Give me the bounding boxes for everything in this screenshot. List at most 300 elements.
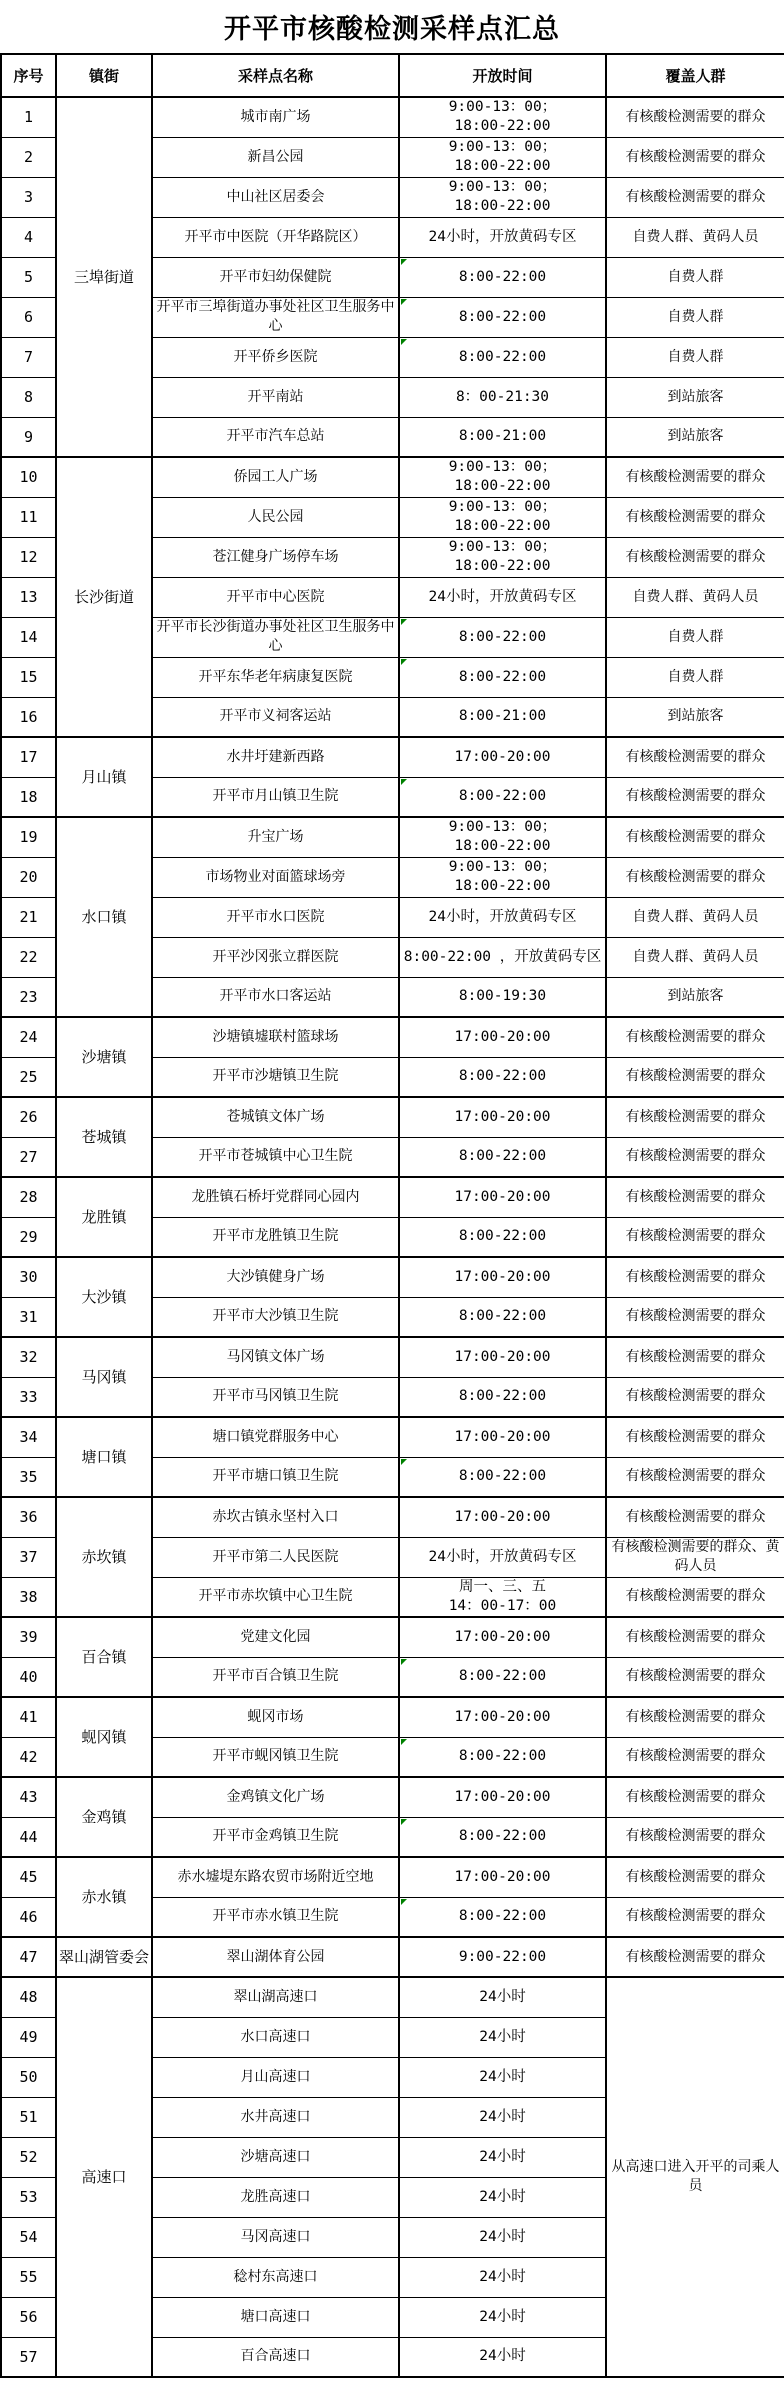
row-number-cell: 41 — [1, 1697, 56, 1737]
row-number-cell: 46 — [1, 1897, 56, 1937]
table-row — [1, 1017, 784, 1057]
row-number-cell: 29 — [1, 1217, 56, 1257]
table-row — [1, 457, 784, 497]
time-line: 17:00-20:00 — [454, 1868, 551, 1885]
row-number-cell: 40 — [1, 1657, 56, 1697]
town-cell: 月山镇 — [56, 737, 152, 817]
row-number-cell: 1 — [1, 97, 56, 137]
coverage-cell: 有核酸检测需要的群众 — [606, 1657, 784, 1697]
green-corner-triangle-icon — [401, 659, 407, 665]
column-header-site-name: 采样点名称 — [152, 54, 399, 97]
coverage-cell: 自费人群 — [606, 337, 784, 377]
row-number-cell: 26 — [1, 1097, 56, 1137]
open-time-cell — [399, 2017, 606, 2057]
time-line: 9:00-13：00； — [448, 859, 557, 875]
town-cell: 大沙镇 — [56, 1257, 152, 1337]
table-row — [1, 1857, 784, 1897]
open-time-cell — [399, 897, 606, 937]
time-line: 17:00-20:00 — [454, 1788, 551, 1805]
title-bar — [0, 0, 784, 53]
site-name-cell: 水口高速口 — [152, 2017, 399, 2057]
site-name-cell: 开平市金鸡镇卫生院 — [152, 1817, 399, 1857]
site-name-cell: 翠山湖体育公园 — [152, 1937, 399, 1977]
row-number-cell: 24 — [1, 1017, 56, 1057]
green-corner-triangle-icon — [401, 619, 407, 625]
open-time-cell — [399, 937, 606, 977]
row-number-cell: 21 — [1, 897, 56, 937]
time-line: 17:00-20:00 — [454, 1028, 551, 1045]
row-number-cell: 28 — [1, 1177, 56, 1217]
row-number-cell: 10 — [1, 457, 56, 497]
time-line: 9:00-13：00； — [448, 139, 557, 155]
coverage-cell: 有核酸检测需要的群众 — [606, 1417, 784, 1457]
time-line: 18:00-22:00 — [454, 878, 551, 894]
time-line: 24小时，开放黄码专区 — [428, 228, 577, 245]
town-cell: 三埠街道 — [56, 97, 152, 457]
time-line: 9:00-13：00； — [448, 99, 557, 116]
open-time-cell — [399, 1017, 606, 1057]
row-number-cell: 50 — [1, 2057, 56, 2097]
coverage-cell: 有核酸检测需要的群众 — [606, 1857, 784, 1897]
open-time-cell — [399, 817, 606, 857]
row-number-cell: 22 — [1, 937, 56, 977]
coverage-cell: 有核酸检测需要的群众 — [606, 457, 784, 497]
open-time-cell — [399, 977, 606, 1017]
site-name-cell: 开平市赤水镇卫生院 — [152, 1897, 399, 1937]
site-name-cell: 开平市龙胜镇卫生院 — [152, 1217, 399, 1257]
site-name-cell: 开平市第二人民医院 — [152, 1537, 399, 1577]
site-name-cell: 开平市三埠街道办事处社区卫生服务中心 — [152, 297, 399, 337]
open-time-cell — [399, 497, 606, 537]
town-cell: 金鸡镇 — [56, 1777, 152, 1857]
row-number-cell: 32 — [1, 1337, 56, 1377]
site-name-cell: 城市南广场 — [152, 97, 399, 137]
time-line: 18:00-22:00 — [454, 558, 551, 574]
coverage-cell: 有核酸检测需要的群众、黄码人员 — [606, 1537, 784, 1577]
coverage-cell: 有核酸检测需要的群众 — [606, 1137, 784, 1177]
coverage-cell: 有核酸检测需要的群众 — [606, 1817, 784, 1857]
open-time-cell — [399, 1577, 606, 1617]
coverage-cell: 有核酸检测需要的群众 — [606, 1577, 784, 1617]
time-line: 9:00-13：00； — [448, 459, 557, 476]
town-cell: 塘口镇 — [56, 1417, 152, 1497]
open-time-cell — [399, 1457, 606, 1497]
site-name-cell: 开平市百合镇卫生院 — [152, 1657, 399, 1697]
site-name-cell: 开平市义祠客运站 — [152, 697, 399, 737]
coverage-cell: 有核酸检测需要的群众 — [606, 497, 784, 537]
green-corner-triangle-icon — [401, 299, 407, 305]
time-line: 17:00-20:00 — [454, 1628, 551, 1645]
site-name-cell: 龙胜镇石桥圩党群同心园内 — [152, 1177, 399, 1217]
coverage-cell: 有核酸检测需要的群众 — [606, 1057, 784, 1097]
open-time-cell — [399, 457, 606, 497]
row-number-cell: 53 — [1, 2177, 56, 2217]
open-time-cell — [399, 1737, 606, 1777]
row-number-cell: 33 — [1, 1377, 56, 1417]
row-number-cell: 48 — [1, 1977, 56, 2017]
green-corner-triangle-icon — [401, 1739, 407, 1745]
time-line: 8:00-22:00 — [458, 1228, 547, 1245]
table-row — [1, 1337, 784, 1377]
row-number-cell: 27 — [1, 1137, 56, 1177]
coverage-cell: 有核酸检测需要的群众 — [606, 857, 784, 897]
table-row — [1, 817, 784, 857]
time-line: 17:00-20:00 — [454, 1428, 551, 1445]
time-line: 17:00-20:00 — [454, 1348, 551, 1365]
town-cell: 水口镇 — [56, 817, 152, 1017]
site-name-cell: 开平市水口医院 — [152, 897, 399, 937]
time-line: 8:00-19:30 — [458, 988, 547, 1005]
coverage-cell: 有核酸检测需要的群众 — [606, 97, 784, 137]
town-cell: 蚬冈镇 — [56, 1697, 152, 1777]
site-name-cell: 百合高速口 — [152, 2337, 399, 2377]
time-line: 18:00-22:00 — [454, 518, 551, 534]
time-line: 9:00-13：00； — [448, 499, 557, 515]
time-line: 8:00-22:00 — [458, 628, 547, 645]
time-line: 8:00-22:00 — [458, 1388, 547, 1405]
site-name-cell: 开平市大沙镇卫生院 — [152, 1297, 399, 1337]
site-name-cell: 开平侨乡医院 — [152, 337, 399, 377]
site-name-cell: 马冈镇文体广场 — [152, 1337, 399, 1377]
site-name-cell: 开平市沙塘镇卫生院 — [152, 1057, 399, 1097]
time-line: 8:00-22:00 — [458, 1908, 547, 1925]
site-name-cell: 赤坎古镇永坚村入口 — [152, 1497, 399, 1537]
coverage-cell: 到站旅客 — [606, 977, 784, 1017]
time-line: 17:00-20:00 — [454, 1188, 551, 1205]
town-cell: 高速口 — [56, 1977, 152, 2377]
open-time-cell — [399, 2137, 606, 2177]
time-line: 17:00-20:00 — [454, 1708, 551, 1725]
open-time-cell — [399, 2057, 606, 2097]
open-time-cell — [399, 1177, 606, 1217]
column-header-town: 镇街 — [56, 54, 152, 97]
site-name-cell: 水井高速口 — [152, 2097, 399, 2137]
green-corner-triangle-icon — [401, 1459, 407, 1465]
open-time-cell — [399, 1897, 606, 1937]
time-line: 17:00-20:00 — [454, 1508, 551, 1525]
site-name-cell: 开平市妇幼保健院 — [152, 257, 399, 297]
green-corner-triangle-icon — [401, 259, 407, 265]
coverage-cell: 有核酸检测需要的群众 — [606, 1337, 784, 1377]
open-time-cell — [399, 1137, 606, 1177]
time-line: 9:00-13：00； — [448, 179, 557, 195]
table-row — [1, 97, 784, 137]
time-line: 24小时 — [479, 2348, 526, 2365]
row-number-cell: 38 — [1, 1577, 56, 1617]
open-time-cell — [399, 777, 606, 817]
row-number-cell: 6 — [1, 297, 56, 337]
coverage-cell: 有核酸检测需要的群众 — [606, 1497, 784, 1537]
row-number-cell: 43 — [1, 1777, 56, 1817]
row-number-cell: 39 — [1, 1617, 56, 1657]
row-number-cell: 5 — [1, 257, 56, 297]
site-name-cell: 开平市苍城镇中心卫生院 — [152, 1137, 399, 1177]
site-name-cell: 蚬冈市场 — [152, 1697, 399, 1737]
row-number-cell: 15 — [1, 657, 56, 697]
row-number-cell: 25 — [1, 1057, 56, 1097]
site-name-cell: 沙塘高速口 — [152, 2137, 399, 2177]
row-number-cell: 11 — [1, 497, 56, 537]
open-time-cell — [399, 577, 606, 617]
header-row — [1, 54, 784, 97]
site-name-cell: 水井圩建新西路 — [152, 737, 399, 777]
coverage-cell: 自费人群 — [606, 617, 784, 657]
open-time-cell — [399, 217, 606, 257]
row-number-cell: 17 — [1, 737, 56, 777]
coverage-cell: 有核酸检测需要的群众 — [606, 1697, 784, 1737]
sampling-points-table — [0, 53, 784, 2378]
site-name-cell: 开平市蚬冈镇卫生院 — [152, 1737, 399, 1777]
town-cell: 赤水镇 — [56, 1857, 152, 1937]
site-name-cell: 开平市水口客运站 — [152, 977, 399, 1017]
site-name-cell: 人民公园 — [152, 497, 399, 537]
site-name-cell: 开平市赤坎镇中心卫生院 — [152, 1577, 399, 1617]
row-number-cell: 3 — [1, 177, 56, 217]
time-line: 8:00-22:00 — [458, 1068, 547, 1085]
row-number-cell: 56 — [1, 2297, 56, 2337]
open-time-cell — [399, 1537, 606, 1577]
open-time-cell — [399, 377, 606, 417]
open-time-cell — [399, 1057, 606, 1097]
coverage-cell: 到站旅客 — [606, 697, 784, 737]
row-number-cell: 45 — [1, 1857, 56, 1897]
time-line: 18:00-22:00 — [454, 838, 551, 855]
open-time-cell — [399, 97, 606, 137]
open-time-cell — [399, 697, 606, 737]
row-number-cell: 37 — [1, 1537, 56, 1577]
time-line: 24小时 — [479, 2308, 526, 2325]
coverage-cell: 有核酸检测需要的群众 — [606, 1017, 784, 1057]
coverage-cell: 有核酸检测需要的群众 — [606, 1897, 784, 1937]
coverage-cell: 自费人群 — [606, 657, 784, 697]
coverage-cell: 有核酸检测需要的群众 — [606, 777, 784, 817]
site-name-cell: 月山高速口 — [152, 2057, 399, 2097]
table-row — [1, 1977, 784, 2017]
open-time-cell — [399, 2337, 606, 2377]
green-corner-triangle-icon — [401, 1899, 407, 1905]
time-line: 24小时 — [479, 2108, 526, 2125]
open-time-cell — [399, 1977, 606, 2017]
row-number-cell: 7 — [1, 337, 56, 377]
open-time-cell — [399, 657, 606, 697]
town-cell: 龙胜镇 — [56, 1177, 152, 1257]
site-name-cell: 金鸡镇文化广场 — [152, 1777, 399, 1817]
table-row — [1, 737, 784, 777]
town-cell: 苍城镇 — [56, 1097, 152, 1177]
row-number-cell: 4 — [1, 217, 56, 257]
time-line: 8:00-22:00 — [458, 1668, 547, 1685]
time-line: 24小时 — [479, 2068, 526, 2085]
row-number-cell: 30 — [1, 1257, 56, 1297]
open-time-cell — [399, 537, 606, 577]
coverage-cell: 有核酸检测需要的群众 — [606, 1937, 784, 1977]
row-number-cell: 9 — [1, 417, 56, 457]
table-row — [1, 1937, 784, 1977]
open-time-cell — [399, 737, 606, 777]
time-line: 17:00-20:00 — [454, 1268, 551, 1285]
site-name-cell: 升宝广场 — [152, 817, 399, 857]
column-header-no: 序号 — [1, 54, 56, 97]
table-row — [1, 1697, 784, 1737]
town-cell: 百合镇 — [56, 1617, 152, 1697]
row-number-cell: 36 — [1, 1497, 56, 1537]
time-line: 周一、三、五 — [459, 1578, 546, 1595]
time-line: 24小时 — [479, 2268, 526, 2285]
open-time-cell — [399, 1337, 606, 1377]
time-line: 14：00-17：00 — [448, 1597, 557, 1614]
row-number-cell: 54 — [1, 2217, 56, 2257]
site-name-cell: 开平东华老年病康复医院 — [152, 657, 399, 697]
green-corner-triangle-icon — [401, 779, 407, 785]
column-header-open-time: 开放时间 — [399, 54, 606, 97]
site-name-cell: 苍江健身广场停车场 — [152, 537, 399, 577]
coverage-cell: 有核酸检测需要的群众 — [606, 1297, 784, 1337]
time-line: 24小时，开放黄码专区 — [428, 588, 577, 605]
time-line: 18:00-22:00 — [454, 198, 551, 214]
table-body — [1, 97, 784, 2377]
site-name-cell: 苍城镇文体广场 — [152, 1097, 399, 1137]
row-number-cell: 47 — [1, 1937, 56, 1977]
row-number-cell: 57 — [1, 2337, 56, 2377]
coverage-cell: 有核酸检测需要的群众 — [606, 177, 784, 217]
time-line: 8:00-22:00 ，开放黄码专区 — [403, 948, 602, 965]
open-time-cell — [399, 2177, 606, 2217]
open-time-cell — [399, 617, 606, 657]
time-line: 24小时 — [479, 1988, 526, 2005]
time-line: 8:00-21:00 — [458, 708, 547, 725]
site-name-cell: 塘口镇党群服务中心 — [152, 1417, 399, 1457]
time-line: 9:00-13：00； — [448, 539, 557, 555]
row-number-cell: 2 — [1, 137, 56, 177]
coverage-cell: 有核酸检测需要的群众 — [606, 1177, 784, 1217]
open-time-cell — [399, 1217, 606, 1257]
coverage-cell: 到站旅客 — [606, 417, 784, 457]
time-line: 8:00-22:00 — [458, 268, 547, 285]
time-line: 8:00-22:00 — [458, 1148, 547, 1165]
open-time-cell — [399, 1377, 606, 1417]
time-line: 8:00-22:00 — [458, 348, 547, 365]
green-corner-triangle-icon — [401, 1819, 407, 1825]
time-line: 18:00-22:00 — [454, 478, 551, 495]
coverage-cell: 有核酸检测需要的群众 — [606, 1457, 784, 1497]
site-name-cell: 赤水墟堤东路农贸市场附近空地 — [152, 1857, 399, 1897]
row-number-cell: 20 — [1, 857, 56, 897]
open-time-cell — [399, 1497, 606, 1537]
open-time-cell — [399, 2297, 606, 2337]
time-line: 24小时 — [479, 2148, 526, 2165]
site-name-cell: 翠山湖高速口 — [152, 1977, 399, 2017]
coverage-cell: 有核酸检测需要的群众 — [606, 1217, 784, 1257]
open-time-cell — [399, 1257, 606, 1297]
open-time-cell — [399, 137, 606, 177]
open-time-cell — [399, 1857, 606, 1897]
time-line: 17:00-20:00 — [454, 748, 551, 765]
site-name-cell: 龙胜高速口 — [152, 2177, 399, 2217]
table-row — [1, 1177, 784, 1217]
town-cell: 赤坎镇 — [56, 1497, 152, 1617]
site-name-cell: 开平市马冈镇卫生院 — [152, 1377, 399, 1417]
open-time-cell — [399, 2217, 606, 2257]
coverage-cell: 从高速口进入开平的司乘人员 — [606, 1977, 784, 2377]
time-line: 8：00-21:30 — [455, 388, 550, 405]
open-time-cell — [399, 1817, 606, 1857]
open-time-cell — [399, 857, 606, 897]
table-row — [1, 1257, 784, 1297]
green-corner-triangle-icon — [401, 1659, 407, 1665]
row-number-cell: 13 — [1, 577, 56, 617]
page-title: 开平市核酸检测采样点汇总 — [224, 14, 560, 45]
town-cell: 马冈镇 — [56, 1337, 152, 1417]
coverage-cell: 有核酸检测需要的群众 — [606, 537, 784, 577]
site-name-cell: 开平市中医院（开华路院区） — [152, 217, 399, 257]
time-line: 8:00-21:00 — [458, 428, 547, 445]
row-number-cell: 49 — [1, 2017, 56, 2057]
coverage-cell: 有核酸检测需要的群众 — [606, 817, 784, 857]
row-number-cell: 23 — [1, 977, 56, 1017]
row-number-cell: 31 — [1, 1297, 56, 1337]
row-number-cell: 34 — [1, 1417, 56, 1457]
site-name-cell: 大沙镇健身广场 — [152, 1257, 399, 1297]
site-name-cell: 开平南站 — [152, 377, 399, 417]
row-number-cell: 44 — [1, 1817, 56, 1857]
open-time-cell — [399, 1417, 606, 1457]
row-number-cell: 12 — [1, 537, 56, 577]
open-time-cell — [399, 417, 606, 457]
open-time-cell — [399, 177, 606, 217]
coverage-cell: 自费人群 — [606, 257, 784, 297]
time-line: 18:00-22:00 — [454, 158, 551, 174]
site-name-cell: 市场物业对面篮球场旁 — [152, 857, 399, 897]
site-name-cell: 开平市长沙街道办事处社区卫生服务中心 — [152, 617, 399, 657]
table-row — [1, 1777, 784, 1817]
row-number-cell: 19 — [1, 817, 56, 857]
table-row — [1, 1617, 784, 1657]
coverage-cell: 自费人群、黄码人员 — [606, 577, 784, 617]
coverage-cell: 有核酸检测需要的群众 — [606, 1737, 784, 1777]
coverage-cell: 自费人群、黄码人员 — [606, 217, 784, 257]
time-line: 8:00-22:00 — [458, 1748, 547, 1765]
time-line: 24小时 — [479, 2028, 526, 2045]
town-cell: 长沙街道 — [56, 457, 152, 737]
time-line: 8:00-22:00 — [458, 1468, 547, 1485]
coverage-cell: 有核酸检测需要的群众 — [606, 1377, 784, 1417]
site-name-cell: 开平市汽车总站 — [152, 417, 399, 457]
coverage-cell: 有核酸检测需要的群众 — [606, 1097, 784, 1137]
open-time-cell — [399, 1777, 606, 1817]
row-number-cell: 18 — [1, 777, 56, 817]
time-line: 9:00-22:00 — [458, 1948, 547, 1965]
open-time-cell — [399, 1097, 606, 1137]
site-name-cell: 中山社区居委会 — [152, 177, 399, 217]
green-corner-triangle-icon — [401, 339, 407, 345]
town-cell: 翠山湖管委会 — [56, 1937, 152, 1977]
site-name-cell: 开平市月山镇卫生院 — [152, 777, 399, 817]
open-time-cell — [399, 257, 606, 297]
open-time-cell — [399, 1657, 606, 1697]
open-time-cell — [399, 1697, 606, 1737]
time-line: 8:00-22:00 — [458, 308, 547, 325]
row-number-cell: 16 — [1, 697, 56, 737]
site-name-cell: 新昌公园 — [152, 137, 399, 177]
site-name-cell: 马冈高速口 — [152, 2217, 399, 2257]
time-line: 24小时 — [479, 2188, 526, 2205]
site-name-cell: 开平沙冈张立群医院 — [152, 937, 399, 977]
open-time-cell — [399, 2097, 606, 2137]
open-time-cell — [399, 297, 606, 337]
town-cell: 沙塘镇 — [56, 1017, 152, 1097]
time-line: 9:00-13：00； — [448, 819, 557, 836]
time-line: 8:00-22:00 — [458, 1828, 547, 1845]
